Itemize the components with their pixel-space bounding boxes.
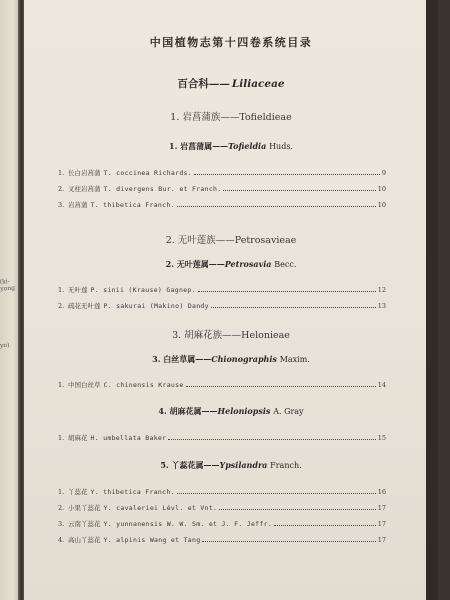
entry-page: 17 — [377, 520, 386, 528]
genus-heading — [24, 354, 438, 365]
species-entry — [58, 380, 386, 390]
entry-page: 14 — [377, 381, 386, 389]
genus-author: Maxim. — [279, 355, 310, 364]
entry-number: 2. — [58, 504, 65, 512]
entry-page: 17 — [377, 504, 386, 512]
family-heading — [24, 76, 438, 91]
entry-scientific-name: Y. alpinis Wang et Tang — [103, 536, 201, 544]
left-page-fragment: yo) — [0, 341, 10, 350]
entry-scientific-name: Y. yunnanensis W. W. Sm. et J. F. Jeffr. — [103, 520, 273, 528]
entry-number: 1. — [58, 434, 65, 442]
entry-page: 12 — [377, 286, 386, 294]
entry-number: 2. — [58, 302, 65, 310]
entry-number: 1. — [58, 381, 65, 389]
genus-label: 3. 白丝草属—— — [152, 354, 212, 364]
genus-author: A. Gray — [273, 407, 304, 416]
leader-dots — [168, 433, 375, 440]
species-entry — [58, 487, 386, 497]
entry-number: 2. — [58, 185, 65, 193]
genus-author: Becc. — [274, 260, 297, 269]
entry-cn: 岩菖蒲 — [68, 201, 88, 209]
entry-scientific-name: P. sinii (Krause) Gagnep. — [90, 286, 196, 294]
genus-heading — [24, 460, 438, 471]
leader-dots — [194, 168, 380, 175]
contents-page — [24, 0, 438, 600]
leader-dots — [202, 535, 375, 542]
species-entry — [58, 301, 386, 311]
genus-author: Franch. — [270, 461, 302, 470]
genus-label: 2. 无叶莲属—— — [165, 259, 225, 269]
tribe-heading: 2. 无叶莲族——Petrosavieae — [165, 235, 297, 246]
species-entry — [58, 168, 386, 178]
entry-cn: 高山丫蕊花 — [68, 536, 101, 544]
entry-scientific-name: Y. thibetica Franch. — [90, 488, 175, 496]
entry-page: 10 — [377, 185, 386, 193]
genus-latin: Ypsilandra — [219, 460, 268, 470]
genus-label: 1. 岩菖蒲属—— — [169, 141, 229, 151]
entry-scientific-name: H. umbellata Baker — [90, 434, 167, 442]
tribe-heading: 1. 岩菖蒲族——Tofieldieae — [170, 112, 292, 123]
genus-latin: Chionographis — [211, 354, 277, 364]
genus-heading — [24, 259, 438, 270]
entry-number: 1. — [58, 488, 65, 496]
genus-heading — [24, 406, 438, 417]
entry-scientific-name: T. divergens Bur. et Franch. — [103, 185, 222, 193]
species-entry — [58, 200, 386, 210]
entry-cn: 中国白丝草 — [68, 381, 101, 389]
entry-number: 1. — [58, 169, 65, 177]
leader-dots — [211, 301, 376, 308]
entry-page: 17 — [377, 536, 386, 544]
entry-cn: 长白岩菖蒲 — [68, 169, 101, 177]
page-title: 中国植物志第十四卷系统目录 — [149, 36, 313, 49]
left-facing-page — [0, 0, 18, 600]
entry-page: 10 — [377, 201, 386, 209]
entry-cn: 云南丫蕊花 — [68, 520, 101, 528]
leader-dots — [198, 285, 376, 292]
genus-latin: Petrosavia — [224, 259, 272, 269]
genus-label: 4. 胡麻花属—— — [158, 406, 218, 416]
leader-dots — [219, 503, 375, 510]
family-cn: 百合科 — [177, 78, 209, 90]
genus-label: 5. 丫蕊花属—— — [160, 460, 220, 470]
left-page-fragment: (ki-yong — [0, 277, 16, 293]
entry-cn: 丫蕊花 — [68, 488, 88, 496]
entry-scientific-name: Y. cavaleriei Lévl. et Vnt. — [103, 504, 218, 512]
genus-latin: Tofieldia — [228, 141, 267, 151]
page-edge-shadow — [426, 0, 438, 600]
entry-number: 4. — [58, 536, 65, 544]
leader-dots — [274, 519, 376, 526]
genus-latin: Heloniopsis — [217, 406, 271, 416]
species-entry — [58, 285, 386, 295]
family-latin: Liliaceae — [231, 78, 285, 90]
entry-page: 16 — [377, 488, 386, 496]
entry-page: 15 — [377, 434, 386, 442]
entry-cn: 叉柱岩菖蒲 — [68, 185, 101, 193]
genus-author: Huds. — [269, 142, 293, 151]
species-entry — [58, 184, 386, 194]
entry-cn: 小果丫蕊花 — [68, 504, 101, 512]
entry-scientific-name: T. coccinea Richards. — [103, 169, 192, 177]
family-dash: —— — [208, 78, 230, 90]
leader-dots — [177, 487, 376, 494]
entry-cn: 疏花无叶莲 — [68, 302, 101, 310]
entry-number: 3. — [58, 520, 65, 528]
entry-page: 9 — [381, 169, 386, 177]
entry-scientific-name: T. thibetica Franch. — [90, 201, 175, 209]
species-entry — [58, 433, 386, 443]
species-entry — [58, 535, 386, 545]
entry-page: 13 — [377, 302, 386, 310]
entry-scientific-name: C. chinensis Krause — [103, 381, 184, 389]
entry-number: 1. — [58, 286, 65, 294]
entry-cn: 胡麻花 — [68, 434, 88, 442]
genus-heading — [24, 141, 438, 152]
tribe-heading: 3. 胡麻花族——Helonieae — [172, 330, 290, 341]
entry-number: 3. — [58, 201, 65, 209]
entry-cn: 无叶莲 — [68, 286, 88, 294]
entry-scientific-name: P. sakurai (Makino) Dandy — [103, 302, 209, 310]
leader-dots — [186, 380, 376, 387]
species-entry — [58, 519, 386, 529]
leader-dots — [177, 200, 376, 207]
leader-dots — [223, 184, 375, 191]
species-entry — [58, 503, 386, 513]
